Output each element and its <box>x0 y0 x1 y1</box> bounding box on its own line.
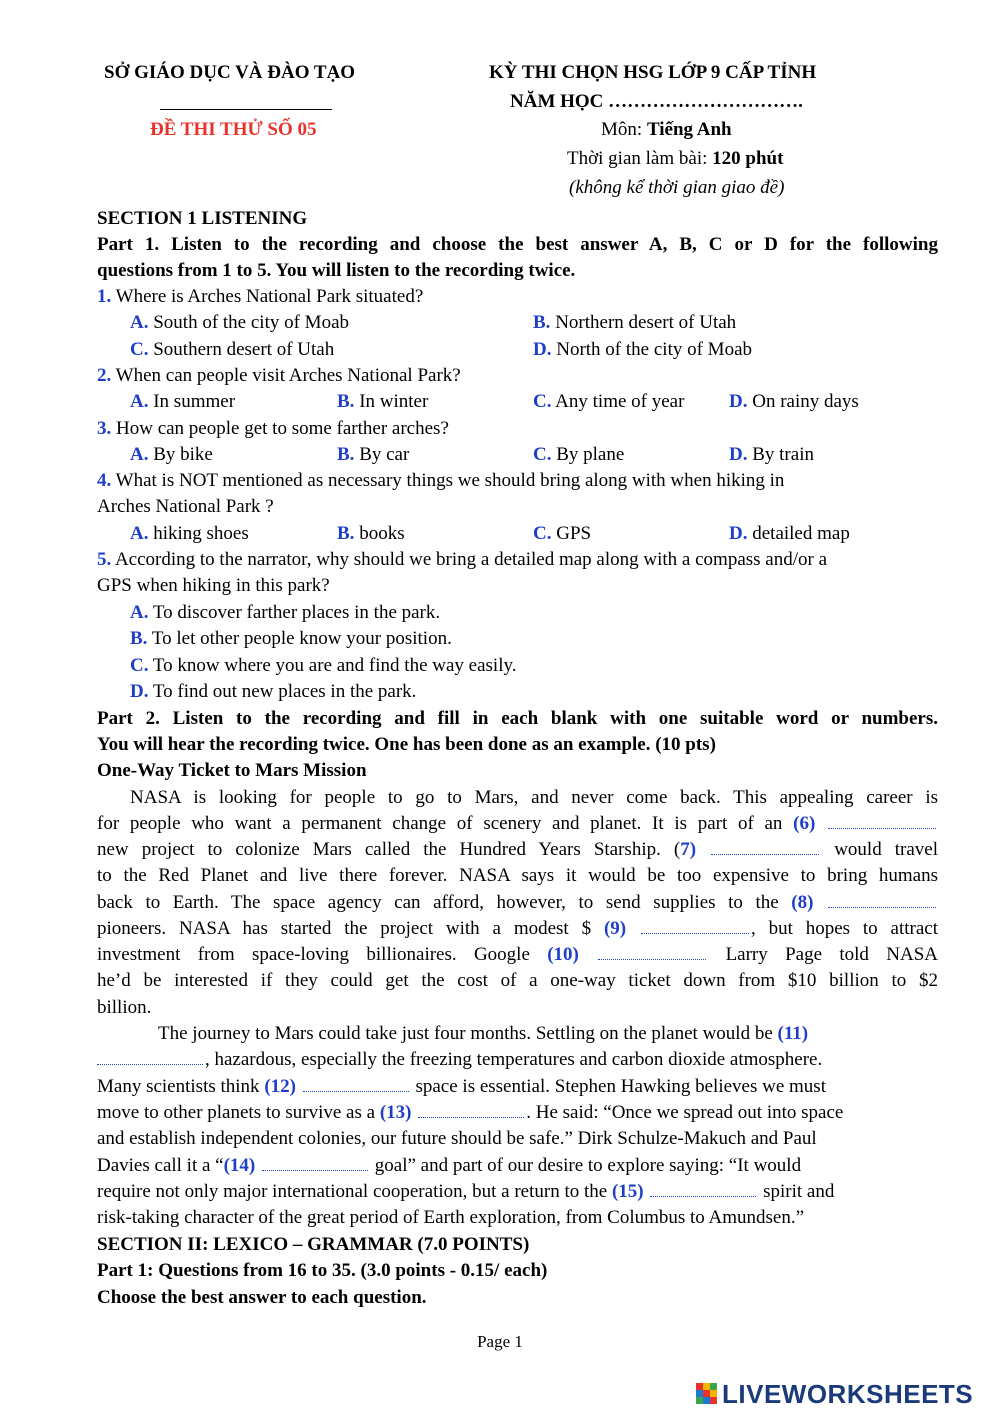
part2-instruction-line1: Part 2. Listen to the recording and fill in each blank with one suitable word or numbers. <box>97 708 938 729</box>
blank-6-input[interactable] <box>828 814 936 829</box>
q3-option-d[interactable]: D. By train <box>729 444 814 465</box>
blank-13-label: (13) <box>379 1102 412 1123</box>
passage-title: One-Way Ticket to Mars Mission <box>97 760 367 781</box>
section2-part1: Part 1: Questions from 16 to 35. (3.0 points - 0.15/ each) <box>97 1260 548 1281</box>
time-value: 120 phút <box>712 148 784 169</box>
blank-7-label: 7) <box>680 839 697 860</box>
p1-line7: investment from space-loving billionaires. Google (10) Larry Page told NASA <box>97 944 938 965</box>
school-year: NĂM HỌC …………………………. <box>510 91 803 112</box>
q5-option-a[interactable]: A. To discover farther places in the park. <box>130 602 441 623</box>
p2-line3: Many scientists think (12) space is essential. Stephen Hawking believes we must <box>97 1076 826 1097</box>
p2-line5: and establish independent colonies, our future should be safe.” Dirk Schulze-Makuch and Paul <box>97 1128 817 1149</box>
question-5: 5. According to the narrator, why should we bring a detailed map along with a compass and/or a <box>97 549 828 570</box>
q2-option-c[interactable]: C. Any time of year <box>533 391 685 412</box>
subject-line <box>601 119 732 141</box>
q2-option-b[interactable]: B. In winter <box>337 391 429 412</box>
p1-line1: NASA is looking for people to go to Mars, and never come back. This appealing career is <box>130 787 938 808</box>
q3-option-c[interactable]: C. By plane <box>533 444 625 465</box>
liveworksheets-brand: LIVEWORKSHEETS <box>722 1378 974 1409</box>
exam-number: ĐỀ THI THỬ SỐ 05 <box>150 119 317 140</box>
part1-instruction-line2: questions from 1 to 5. You will listen to the recording twice. <box>97 260 576 281</box>
subject-label: Môn: <box>601 119 647 140</box>
q3-option-b[interactable]: B. By car <box>337 444 410 465</box>
p2-line1: The journey to Mars could take just four months. Settling on the planet would be (11) <box>158 1023 809 1044</box>
question-4: 4. What is NOT mentioned as necessary things we should bring along with when hiking in <box>97 470 785 491</box>
q3-option-a[interactable]: A. By bike <box>130 444 213 465</box>
p1-line4: to the Red Planet and live there forever. NASA says it would be too expensive to bring humans <box>97 865 938 886</box>
subject-value: Tiếng Anh <box>646 119 732 140</box>
q5-option-d[interactable]: D. To find out new places in the park. <box>130 681 417 702</box>
part1-instruction-line1: Part 1. Listen to the recording and choose the best answer A, B, C or D for the following <box>97 234 938 255</box>
question-4-cont: Arches National Park ? <box>97 496 274 517</box>
time-note: (không kể thời gian giao đề) <box>569 177 785 198</box>
blank-8-input[interactable] <box>828 893 936 908</box>
header-underline <box>160 109 332 110</box>
p2-line2: , hazardous, especially the freezing temperatures and carbon dioxide atmosphere. <box>97 1047 822 1073</box>
blank-12-label: (12) <box>264 1076 296 1097</box>
q2-option-d[interactable]: D. On rainy days <box>729 391 859 412</box>
p2-line7: require not only major international cooperation, but a return to the (15) spirit and <box>97 1181 835 1202</box>
q4-option-c[interactable]: C. GPS <box>533 523 592 544</box>
q4-option-b[interactable]: B. books <box>337 523 405 544</box>
blank-12-input[interactable] <box>303 1077 409 1092</box>
liveworksheets-logo-icon <box>696 1383 718 1405</box>
time-line <box>567 148 783 170</box>
question-3: 3. How can people get to some farther arches? <box>97 418 449 439</box>
exam-title: KỲ THI CHỌN HSG LỚP 9 CẤP TỈNH <box>489 62 817 83</box>
blank-11-input[interactable] <box>97 1050 203 1065</box>
p2-line6: Davies call it a “(14) goal” and part of our desire to explore saying: “It would <box>97 1155 802 1176</box>
section2-title: SECTION II: LEXICO – GRAMMAR (7.0 POINTS) <box>97 1234 530 1255</box>
liveworksheets-logo <box>696 1379 973 1409</box>
p1-line2: for people who want a permanent change of scenery and planet. It is part of an (6) <box>97 811 938 837</box>
blank-8-label: (8) <box>791 892 814 913</box>
q5-option-b[interactable]: B. To let other people know your position. <box>130 628 452 649</box>
q5-option-c[interactable]: C. To know where you are and find the way easily. <box>130 655 517 676</box>
q1-option-b[interactable]: B. Northern desert of Utah <box>533 312 737 333</box>
section2-instruction: Choose the best answer to each question. <box>97 1287 427 1308</box>
p1-line3: new project to colonize Mars called the Hundred Years Starship. (7) would travel <box>97 839 938 860</box>
q1-option-d[interactable]: D. North of the city of Moab <box>533 339 752 360</box>
q1-option-a[interactable]: A. South of the city of Moab <box>130 312 350 333</box>
blank-10-label: (10) <box>547 944 579 965</box>
q4-option-a[interactable]: A. hiking shoes <box>130 523 249 544</box>
q2-option-a[interactable]: A. In summer <box>130 391 236 412</box>
blank-15-input[interactable] <box>650 1182 756 1197</box>
department-name: SỞ GIÁO DỤC VÀ ĐÀO TẠO <box>104 62 356 83</box>
p1-line5: back to Earth. The space agency can afford, however, to send supplies to the (8) <box>97 890 938 916</box>
blank-9-label: (9) <box>603 918 627 939</box>
blank-13-input[interactable] <box>418 1103 524 1118</box>
p2-line8: risk-taking character of the great period of Earth exploration, from Columbus to Amundsen.” <box>97 1207 805 1228</box>
time-label: Thời gian làm bài: <box>567 148 713 169</box>
question-1: 1. Where is Arches National Park situated? <box>97 286 424 307</box>
page-number: Page 1 <box>477 1332 523 1351</box>
blank-10-input[interactable] <box>598 945 706 960</box>
section1-title: SECTION 1 LISTENING <box>97 208 308 229</box>
part2-instruction-line2: You will hear the recording twice. One has been done as an example. (10 pts) <box>97 734 716 755</box>
blank-11-label: (11) <box>777 1023 809 1044</box>
p2-line4: move to other planets to survive as a (13) . He said: “Once we spread out into space <box>97 1102 844 1123</box>
question-5-cont: GPS when hiking in this park? <box>97 575 330 596</box>
p1-line9: billion. <box>97 997 152 1018</box>
p1-line8: he’d be interested if they could get the cost of a one-way ticket down from $10 billion to $2 <box>97 970 938 991</box>
q1-option-c[interactable]: C. Southern desert of Utah <box>130 339 335 360</box>
blank-9-input[interactable] <box>641 919 749 934</box>
q4-option-d[interactable]: D. detailed map <box>729 523 850 544</box>
blank-14-label: (14) <box>223 1155 256 1176</box>
p1-line6: pioneers. NASA has started the project with a modest $ (9) , but hopes to attract <box>97 918 938 939</box>
blank-14-input[interactable] <box>262 1156 368 1171</box>
blank-15-label: (15) <box>611 1181 644 1202</box>
question-2: 2. When can people visit Arches National Park? <box>97 365 461 386</box>
blank-7-input[interactable] <box>711 840 819 855</box>
blank-6-label: (6) <box>793 813 816 834</box>
